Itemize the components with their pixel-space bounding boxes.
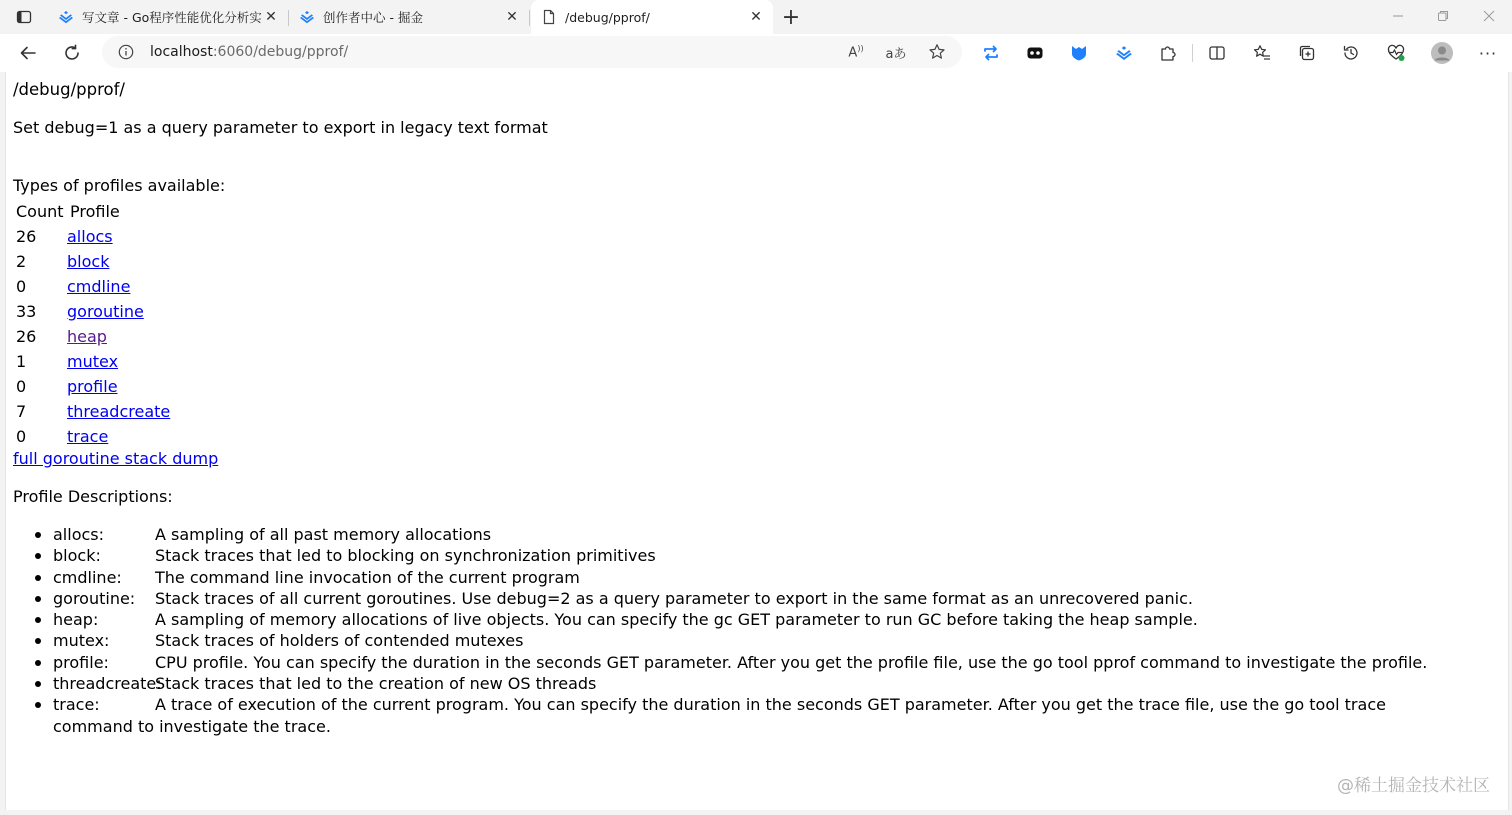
- extensions-button[interactable]: [1154, 39, 1182, 67]
- split-screen-icon: [1208, 44, 1226, 62]
- tab-creator-center[interactable]: [289, 4, 529, 30]
- refresh-button[interactable]: [58, 39, 86, 67]
- full-goroutine-dump-link[interactable]: full goroutine stack dump: [13, 449, 219, 468]
- close-tab-icon[interactable]: ✕: [265, 9, 277, 25]
- bullet-icon: [35, 532, 41, 538]
- description-term: trace:: [53, 695, 100, 715]
- browser-toolbar: [0, 34, 1512, 72]
- description-term: block:: [53, 546, 101, 566]
- profile-count: 33: [16, 302, 37, 321]
- collections-button[interactable]: [1293, 39, 1321, 67]
- extension-mask-icon: [1026, 44, 1044, 62]
- favorite-button[interactable]: [925, 40, 949, 64]
- close-tab-icon[interactable]: ✕: [506, 9, 518, 25]
- profile-count: 1: [16, 352, 27, 371]
- description-text: Stack traces that led to the creation of new OS threads: [155, 674, 597, 694]
- translate-icon: aあ: [885, 46, 907, 62]
- split-screen-button[interactable]: [1203, 39, 1231, 67]
- refresh-icon: [63, 44, 81, 62]
- puzzle-icon: [1159, 44, 1177, 62]
- tab-strip: [0, 0, 1512, 34]
- extension-button[interactable]: [1065, 39, 1093, 67]
- back-button[interactable]: [14, 39, 42, 67]
- profile-count: 26: [16, 327, 37, 346]
- bullet-icon: [35, 596, 41, 602]
- juejin-extension-button[interactable]: [1110, 39, 1138, 67]
- profile-link-mutex[interactable]: mutex: [67, 352, 119, 371]
- bullet-icon: [35, 575, 41, 581]
- profile-descriptions-list: [29, 524, 1449, 737]
- description-text: The command line invocation of the current program: [155, 567, 580, 587]
- page-heading: /debug/pprof/: [13, 80, 125, 99]
- new-tab-button[interactable]: [779, 5, 803, 29]
- url-host: localhost: [150, 44, 213, 60]
- description-term: heap:: [53, 610, 99, 630]
- address-bar[interactable]: [102, 36, 962, 68]
- juejin-logo-icon: [1115, 44, 1133, 62]
- heartbeat-icon: [1387, 44, 1405, 62]
- profile-count: 0: [16, 377, 27, 396]
- list-item: [29, 694, 1449, 737]
- description-term: cmdline:: [53, 567, 122, 587]
- description-text: Stack traces of holders of contended mutexes: [155, 631, 524, 651]
- profile-types-label: Types of profiles available:: [13, 176, 226, 195]
- juejin-logo-icon: [299, 9, 315, 25]
- close-icon: [1483, 10, 1495, 22]
- profile-link-profile[interactable]: profile: [67, 377, 118, 396]
- tab-title: /debug/pprof/: [565, 9, 650, 25]
- toolbar-divider: [1192, 44, 1193, 62]
- url-path: :6060/debug/pprof/: [212, 44, 349, 60]
- history-icon: [1342, 44, 1360, 62]
- profile-link-trace[interactable]: trace: [67, 427, 109, 446]
- minimize-button[interactable]: [1378, 5, 1418, 27]
- description-term: allocs:: [53, 525, 105, 544]
- bullet-icon: [35, 553, 41, 559]
- performance-button[interactable]: [1382, 39, 1410, 67]
- profile-count: 0: [16, 277, 27, 296]
- tab-debug-pprof[interactable]: [531, 0, 773, 34]
- list-item: [29, 524, 1449, 545]
- sync-arrows-icon: [982, 44, 1000, 62]
- list-item: [29, 567, 1449, 588]
- description-text: A sampling of memory allocations of live objects. You can specify the gc GET parameter to run GC before taking the heap sample.: [155, 610, 1198, 630]
- list-item: [29, 588, 1449, 609]
- profile-count: 7: [16, 402, 27, 421]
- profile-link-cmdline[interactable]: cmdline: [67, 277, 131, 296]
- extension-button[interactable]: [1021, 39, 1049, 67]
- page-icon: [541, 9, 557, 25]
- favorites-button[interactable]: [1248, 39, 1276, 67]
- description-text: A sampling of all past memory allocations: [155, 525, 492, 544]
- bullet-icon: [35, 617, 41, 623]
- plus-icon: +: [781, 4, 801, 30]
- tab-actions-icon: [16, 9, 32, 25]
- profile-count: 2: [16, 252, 27, 271]
- profile-count: 26: [16, 227, 37, 246]
- description-term: profile:: [53, 652, 109, 672]
- legacy-format-note: Set debug=1 as a query parameter to export in legacy text format: [13, 118, 548, 137]
- description-term: mutex:: [53, 631, 110, 651]
- back-arrow-icon: [19, 44, 37, 62]
- description-term: threadcreate:: [53, 674, 162, 694]
- description-term: goroutine:: [53, 588, 136, 608]
- star-icon: [928, 43, 946, 61]
- list-item: [29, 652, 1449, 673]
- list-item: [29, 545, 1449, 566]
- more-options-icon: ···: [1478, 43, 1498, 63]
- minimize-icon: [1392, 10, 1404, 22]
- description-text: CPU profile. You can specify the duration in the seconds GET parameter. After you get the profile file, use the go tool pprof command to investigate the profile.: [155, 652, 1428, 672]
- profile-link-block[interactable]: block: [67, 252, 110, 271]
- profile-link-goroutine[interactable]: goroutine: [67, 302, 144, 321]
- close-window-button[interactable]: [1469, 5, 1509, 27]
- read-aloud-button[interactable]: [844, 40, 868, 64]
- profile-link-allocs[interactable]: allocs: [67, 227, 113, 246]
- tab-title: 写文章 - Go程序性能优化分析实: [82, 10, 262, 25]
- profile-count: 0: [16, 427, 27, 446]
- favorites-list-icon: [1253, 44, 1271, 62]
- url-text[interactable]: [150, 44, 348, 60]
- bullet-icon: [35, 638, 41, 644]
- count-column-header: Count: [16, 202, 64, 221]
- description-text: Stack traces that led to blocking on synchronization primitives: [155, 546, 656, 566]
- description-text: Stack traces of all current goroutines. Use debug=2 as a query parameter to export in the same format as an unrecovered panic.: [155, 588, 1194, 608]
- settings-menu-button[interactable]: [1474, 39, 1502, 67]
- list-item: [29, 609, 1449, 630]
- extension-sync-button[interactable]: [977, 39, 1005, 67]
- profile-link-heap[interactable]: heap: [67, 327, 107, 346]
- tab-actions-button[interactable]: [12, 6, 36, 28]
- tab-title: 创作者中心 - 掘金: [323, 10, 423, 25]
- list-item: [29, 630, 1449, 651]
- profile-avatar-button[interactable]: [1428, 39, 1456, 67]
- list-item: [29, 673, 1449, 694]
- extension-shield-icon: [1070, 44, 1088, 62]
- watermark: @稀土掘金技术社区: [1337, 776, 1490, 796]
- profile-column-header: Profile: [70, 202, 120, 221]
- profile-link-threadcreate[interactable]: threadcreate: [67, 402, 171, 421]
- restore-icon: [1437, 10, 1449, 22]
- juejin-logo-icon: [58, 9, 74, 25]
- translate-button[interactable]: [884, 40, 908, 64]
- description-text: A trace of execution of the current program. You can specify the duration in the seconds GET parameter. After you get the trace file, use the go tool trace command to investigate the trace.: [53, 695, 1386, 736]
- bullet-icon: [35, 681, 41, 687]
- page-content: [5, 72, 1509, 810]
- bullet-icon: [35, 660, 41, 666]
- collections-icon: [1298, 44, 1316, 62]
- site-info-icon[interactable]: [118, 44, 134, 60]
- avatar-icon: [1430, 41, 1454, 65]
- restore-button[interactable]: [1423, 5, 1463, 27]
- tab-write-article[interactable]: [48, 4, 288, 30]
- history-button[interactable]: [1337, 39, 1365, 67]
- bullet-icon: [35, 702, 41, 708]
- read-aloud-icon: A)): [848, 43, 864, 61]
- profile-descriptions-label: Profile Descriptions:: [13, 487, 173, 506]
- close-tab-icon[interactable]: ✕: [750, 9, 762, 25]
